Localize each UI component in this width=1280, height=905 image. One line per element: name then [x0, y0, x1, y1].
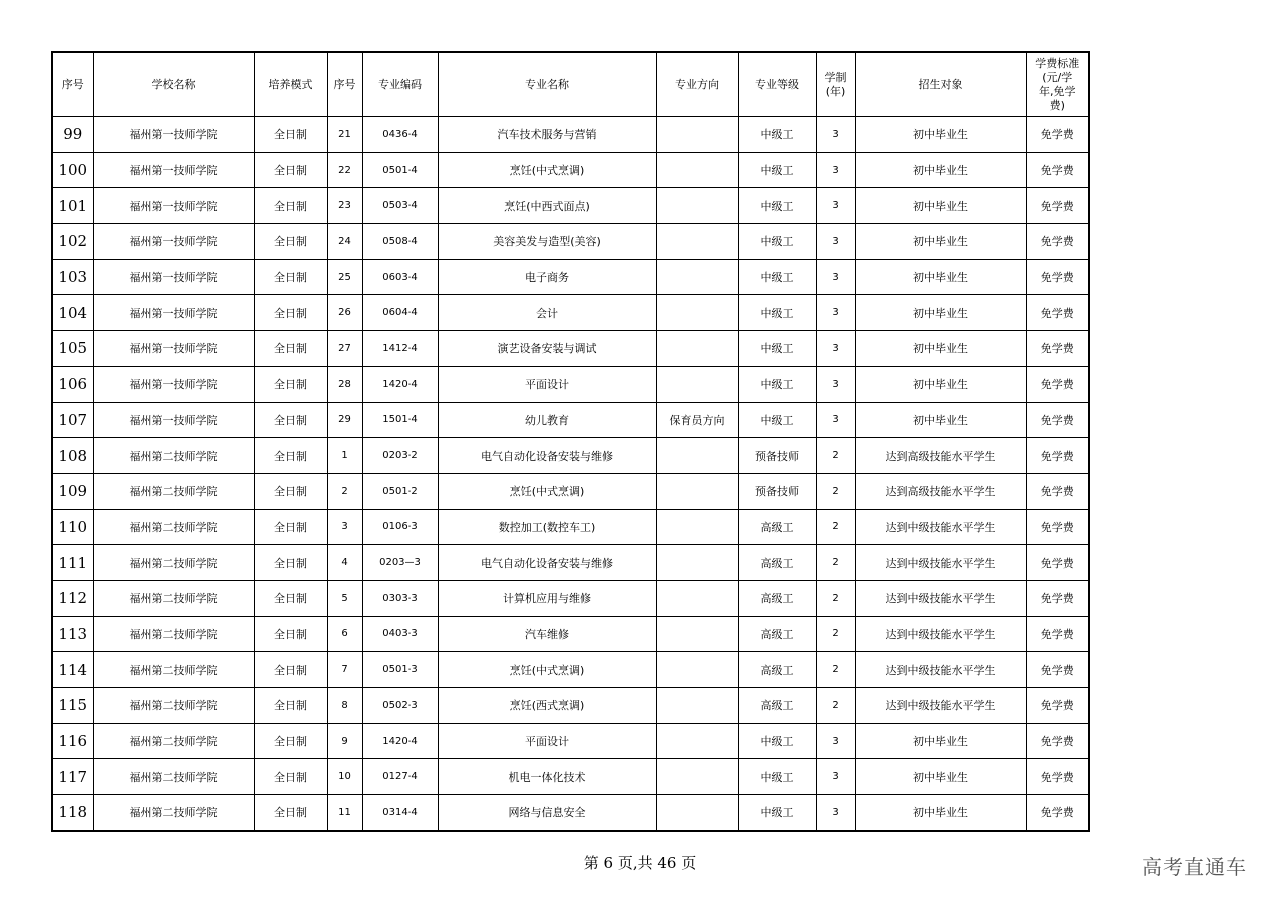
- cell-years: 2: [816, 688, 855, 724]
- header-fee: [1026, 52, 1089, 117]
- table-row: [52, 616, 1089, 652]
- cell-mode: 全日制: [254, 545, 327, 581]
- cell-target: 初中毕业生: [855, 331, 1026, 367]
- cell-target: 达到中级技能水平学生: [855, 616, 1026, 652]
- cell-target: 初中毕业生: [855, 366, 1026, 402]
- cell-mode: 全日制: [254, 759, 327, 795]
- cell-mode: 全日制: [254, 509, 327, 545]
- table-row: [52, 117, 1089, 153]
- cell-major: 汽车技术服务与营销: [438, 117, 656, 153]
- table-row: [52, 580, 1089, 616]
- cell-school: 福州第二技师学院: [93, 545, 254, 581]
- enrollment-table: [51, 51, 1090, 832]
- cell-no: 9: [327, 723, 362, 759]
- table-row: [52, 259, 1089, 295]
- cell-major: 电气自动化设备安装与维修: [438, 545, 656, 581]
- table-row: [52, 331, 1089, 367]
- cell-fee: 免学费: [1026, 688, 1089, 724]
- cell-level: 高级工: [738, 688, 816, 724]
- table-row: [52, 366, 1089, 402]
- header-fee-line2: (元/学: [1042, 70, 1073, 84]
- cell-fee: 免学费: [1026, 366, 1089, 402]
- cell-no: 21: [327, 117, 362, 153]
- cell-no: 8: [327, 688, 362, 724]
- cell-level: 高级工: [738, 616, 816, 652]
- cell-level: 中级工: [738, 152, 816, 188]
- cell-direction: [656, 224, 738, 260]
- cell-target: 初中毕业生: [855, 295, 1026, 331]
- cell-major: 网络与信息安全: [438, 795, 656, 831]
- cell-no: 5: [327, 580, 362, 616]
- cell-school: 福州第一技师学院: [93, 152, 254, 188]
- cell-code: 1420-4: [362, 723, 438, 759]
- cell-target: 达到中级技能水平学生: [855, 580, 1026, 616]
- cell-years: 3: [816, 152, 855, 188]
- cell-years: 3: [816, 723, 855, 759]
- cell-major: 平面设计: [438, 723, 656, 759]
- cell-school: 福州第一技师学院: [93, 188, 254, 224]
- cell-level: 中级工: [738, 402, 816, 438]
- cell-code: 0127-4: [362, 759, 438, 795]
- table-row: [52, 545, 1089, 581]
- cell-fee: 免学费: [1026, 652, 1089, 688]
- cell-school: 福州第一技师学院: [93, 224, 254, 260]
- cell-mode: 全日制: [254, 152, 327, 188]
- cell-fee: 免学费: [1026, 795, 1089, 831]
- cell-target: 初中毕业生: [855, 795, 1026, 831]
- cell-target: 达到中级技能水平学生: [855, 545, 1026, 581]
- table-row: [52, 152, 1089, 188]
- cell-years: 3: [816, 224, 855, 260]
- cell-seq: 102: [52, 224, 93, 260]
- cell-seq: 108: [52, 438, 93, 474]
- cell-seq: 100: [52, 152, 93, 188]
- cell-code: 1412-4: [362, 331, 438, 367]
- cell-no: 11: [327, 795, 362, 831]
- cell-school: 福州第一技师学院: [93, 331, 254, 367]
- cell-direction: [656, 188, 738, 224]
- cell-code: 0501-4: [362, 152, 438, 188]
- cell-school: 福州第二技师学院: [93, 795, 254, 831]
- cell-direction: [656, 331, 738, 367]
- cell-school: 福州第二技师学院: [93, 473, 254, 509]
- cell-years: 3: [816, 259, 855, 295]
- cell-direction: [656, 545, 738, 581]
- table-row: [52, 723, 1089, 759]
- cell-years: 2: [816, 652, 855, 688]
- cell-no: 28: [327, 366, 362, 402]
- cell-mode: 全日制: [254, 688, 327, 724]
- cell-fee: 免学费: [1026, 117, 1089, 153]
- cell-level: 中级工: [738, 117, 816, 153]
- cell-direction: [656, 616, 738, 652]
- cell-target: 达到高级技能水平学生: [855, 473, 1026, 509]
- cell-target: 初中毕业生: [855, 152, 1026, 188]
- cell-school: 福州第二技师学院: [93, 580, 254, 616]
- header-fee-line3: 年,免学: [1039, 84, 1076, 98]
- header-years: [816, 52, 855, 117]
- cell-years: 2: [816, 616, 855, 652]
- cell-seq: 107: [52, 402, 93, 438]
- cell-no: 1: [327, 438, 362, 474]
- cell-direction: 保育员方向: [656, 402, 738, 438]
- cell-years: 3: [816, 759, 855, 795]
- cell-mode: 全日制: [254, 295, 327, 331]
- cell-school: 福州第一技师学院: [93, 259, 254, 295]
- cell-no: 26: [327, 295, 362, 331]
- cell-code: 0203-2: [362, 438, 438, 474]
- cell-major: 机电一体化技术: [438, 759, 656, 795]
- table-row: [52, 473, 1089, 509]
- cell-level: 中级工: [738, 259, 816, 295]
- cell-school: 福州第一技师学院: [93, 402, 254, 438]
- cell-direction: [656, 366, 738, 402]
- cell-code: 0508-4: [362, 224, 438, 260]
- cell-direction: [656, 473, 738, 509]
- cell-level: 预备技师: [738, 438, 816, 474]
- cell-fee: 免学费: [1026, 580, 1089, 616]
- header-level: 专业等级: [738, 52, 816, 117]
- cell-fee: 免学费: [1026, 473, 1089, 509]
- cell-fee: 免学费: [1026, 295, 1089, 331]
- cell-target: 初中毕业生: [855, 723, 1026, 759]
- table-row: [52, 224, 1089, 260]
- page-number: 第 6 页,共 46 页: [583, 854, 697, 872]
- cell-fee: 免学费: [1026, 224, 1089, 260]
- cell-code: 0502-3: [362, 688, 438, 724]
- header-target: 招生对象: [855, 52, 1026, 117]
- cell-years: 2: [816, 438, 855, 474]
- cell-level: 中级工: [738, 295, 816, 331]
- cell-school: 福州第二技师学院: [93, 688, 254, 724]
- cell-no: 24: [327, 224, 362, 260]
- cell-direction: [656, 295, 738, 331]
- cell-school: 福州第二技师学院: [93, 509, 254, 545]
- cell-major: 幼儿教育: [438, 402, 656, 438]
- cell-mode: 全日制: [254, 188, 327, 224]
- cell-years: 2: [816, 473, 855, 509]
- cell-code: 0501-2: [362, 473, 438, 509]
- cell-school: 福州第二技师学院: [93, 759, 254, 795]
- cell-years: 3: [816, 402, 855, 438]
- cell-level: 高级工: [738, 580, 816, 616]
- cell-no: 23: [327, 188, 362, 224]
- cell-target: 达到中级技能水平学生: [855, 652, 1026, 688]
- cell-major: 计算机应用与维修: [438, 580, 656, 616]
- cell-no: 25: [327, 259, 362, 295]
- cell-code: 0203—3: [362, 545, 438, 581]
- cell-seq: 104: [52, 295, 93, 331]
- cell-code: 0603-4: [362, 259, 438, 295]
- cell-years: 2: [816, 545, 855, 581]
- cell-seq: 115: [52, 688, 93, 724]
- cell-major: 平面设计: [438, 366, 656, 402]
- cell-years: 3: [816, 795, 855, 831]
- cell-level: 中级工: [738, 224, 816, 260]
- cell-code: 0106-3: [362, 509, 438, 545]
- cell-school: 福州第一技师学院: [93, 366, 254, 402]
- cell-seq: 101: [52, 188, 93, 224]
- cell-major: 烹饪(中式烹调): [438, 473, 656, 509]
- table-row: [52, 509, 1089, 545]
- cell-mode: 全日制: [254, 438, 327, 474]
- cell-mode: 全日制: [254, 259, 327, 295]
- cell-major: 烹饪(中西式面点): [438, 188, 656, 224]
- cell-direction: [656, 117, 738, 153]
- cell-seq: 114: [52, 652, 93, 688]
- cell-no: 27: [327, 331, 362, 367]
- table-row: [52, 402, 1089, 438]
- cell-direction: [656, 723, 738, 759]
- header-years-line2: (年): [825, 84, 846, 98]
- cell-no: 7: [327, 652, 362, 688]
- cell-level: 中级工: [738, 188, 816, 224]
- cell-code: 0501-3: [362, 652, 438, 688]
- cell-school: 福州第一技师学院: [93, 295, 254, 331]
- cell-fee: 免学费: [1026, 509, 1089, 545]
- cell-direction: [656, 259, 738, 295]
- cell-target: 初中毕业生: [855, 224, 1026, 260]
- cell-fee: 免学费: [1026, 438, 1089, 474]
- cell-code: 1420-4: [362, 366, 438, 402]
- cell-seq: 106: [52, 366, 93, 402]
- cell-seq: 117: [52, 759, 93, 795]
- cell-direction: [656, 688, 738, 724]
- cell-school: 福州第二技师学院: [93, 652, 254, 688]
- cell-seq: 118: [52, 795, 93, 831]
- cell-seq: 111: [52, 545, 93, 581]
- cell-fee: 免学费: [1026, 759, 1089, 795]
- cell-mode: 全日制: [254, 402, 327, 438]
- cell-mode: 全日制: [254, 366, 327, 402]
- header-code: 专业编码: [362, 52, 438, 117]
- cell-level: 高级工: [738, 509, 816, 545]
- table-row: [52, 188, 1089, 224]
- cell-no: 10: [327, 759, 362, 795]
- cell-major: 汽车维修: [438, 616, 656, 652]
- cell-code: 0436-4: [362, 117, 438, 153]
- cell-no: 2: [327, 473, 362, 509]
- cell-fee: 免学费: [1026, 616, 1089, 652]
- watermark-text: 高考直通车: [1142, 855, 1247, 879]
- cell-target: 达到中级技能水平学生: [855, 688, 1026, 724]
- cell-major: 电气自动化设备安装与维修: [438, 438, 656, 474]
- cell-level: 中级工: [738, 331, 816, 367]
- cell-fee: 免学费: [1026, 402, 1089, 438]
- cell-fee: 免学费: [1026, 723, 1089, 759]
- cell-target: 初中毕业生: [855, 188, 1026, 224]
- cell-major: 数控加工(数控车工): [438, 509, 656, 545]
- cell-seq: 105: [52, 331, 93, 367]
- cell-level: 中级工: [738, 366, 816, 402]
- header-school: 学校名称: [93, 52, 254, 117]
- cell-direction: [656, 438, 738, 474]
- cell-major: 烹饪(西式烹调): [438, 688, 656, 724]
- cell-target: 初中毕业生: [855, 759, 1026, 795]
- cell-years: 3: [816, 366, 855, 402]
- cell-level: 中级工: [738, 795, 816, 831]
- cell-direction: [656, 795, 738, 831]
- cell-no: 4: [327, 545, 362, 581]
- cell-major: 演艺设备安装与调试: [438, 331, 656, 367]
- cell-direction: [656, 759, 738, 795]
- cell-school: 福州第二技师学院: [93, 723, 254, 759]
- cell-years: 3: [816, 188, 855, 224]
- cell-level: 高级工: [738, 652, 816, 688]
- cell-major: 烹饪(中式烹调): [438, 152, 656, 188]
- cell-code: 0314-4: [362, 795, 438, 831]
- header-row: [52, 52, 1089, 117]
- cell-years: 2: [816, 580, 855, 616]
- cell-mode: 全日制: [254, 723, 327, 759]
- header-major: 专业名称: [438, 52, 656, 117]
- header-no: 序号: [327, 52, 362, 117]
- cell-major: 会计: [438, 295, 656, 331]
- header-fee-line1: 学费标准: [1035, 56, 1080, 70]
- cell-school: 福州第二技师学院: [93, 438, 254, 474]
- cell-major: 烹饪(中式烹调): [438, 652, 656, 688]
- table-row: [52, 652, 1089, 688]
- cell-seq: 110: [52, 509, 93, 545]
- table-row: [52, 759, 1089, 795]
- cell-mode: 全日制: [254, 616, 327, 652]
- cell-level: 预备技师: [738, 473, 816, 509]
- header-direction: 专业方向: [656, 52, 738, 117]
- cell-no: 29: [327, 402, 362, 438]
- cell-code: 0403-3: [362, 616, 438, 652]
- cell-mode: 全日制: [254, 580, 327, 616]
- cell-school: 福州第二技师学院: [93, 616, 254, 652]
- cell-code: 1501-4: [362, 402, 438, 438]
- cell-fee: 免学费: [1026, 152, 1089, 188]
- cell-major: 电子商务: [438, 259, 656, 295]
- cell-fee: 免学费: [1026, 259, 1089, 295]
- cell-code: 0303-3: [362, 580, 438, 616]
- cell-school: 福州第一技师学院: [93, 117, 254, 153]
- cell-seq: 99: [52, 117, 93, 153]
- cell-target: 初中毕业生: [855, 259, 1026, 295]
- cell-no: 3: [327, 509, 362, 545]
- cell-target: 初中毕业生: [855, 117, 1026, 153]
- cell-fee: 免学费: [1026, 188, 1089, 224]
- cell-mode: 全日制: [254, 652, 327, 688]
- cell-years: 3: [816, 331, 855, 367]
- table-row: [52, 295, 1089, 331]
- table-row: [52, 688, 1089, 724]
- cell-target: 达到高级技能水平学生: [855, 438, 1026, 474]
- cell-years: 2: [816, 509, 855, 545]
- cell-mode: 全日制: [254, 331, 327, 367]
- header-years-line1: 学制: [824, 70, 847, 84]
- header-fee-line4: 费): [1049, 98, 1065, 112]
- cell-major: 美容美发与造型(美容): [438, 224, 656, 260]
- header-mode: 培养模式: [254, 52, 327, 117]
- cell-direction: [656, 580, 738, 616]
- cell-mode: 全日制: [254, 795, 327, 831]
- cell-seq: 103: [52, 259, 93, 295]
- cell-years: 3: [816, 117, 855, 153]
- cell-fee: 免学费: [1026, 545, 1089, 581]
- cell-no: 6: [327, 616, 362, 652]
- cell-level: 高级工: [738, 545, 816, 581]
- cell-target: 达到中级技能水平学生: [855, 509, 1026, 545]
- cell-code: 0503-4: [362, 188, 438, 224]
- cell-direction: [656, 652, 738, 688]
- cell-years: 3: [816, 295, 855, 331]
- cell-seq: 113: [52, 616, 93, 652]
- cell-seq: 116: [52, 723, 93, 759]
- cell-level: 中级工: [738, 759, 816, 795]
- cell-seq: 109: [52, 473, 93, 509]
- cell-no: 22: [327, 152, 362, 188]
- cell-mode: 全日制: [254, 473, 327, 509]
- cell-direction: [656, 152, 738, 188]
- cell-direction: [656, 509, 738, 545]
- cell-mode: 全日制: [254, 117, 327, 153]
- table-row: [52, 438, 1089, 474]
- cell-target: 初中毕业生: [855, 402, 1026, 438]
- cell-level: 中级工: [738, 723, 816, 759]
- table-row: [52, 795, 1089, 831]
- cell-code: 0604-4: [362, 295, 438, 331]
- cell-seq: 112: [52, 580, 93, 616]
- header-seq: 序号: [52, 52, 93, 117]
- cell-fee: 免学费: [1026, 331, 1089, 367]
- cell-mode: 全日制: [254, 224, 327, 260]
